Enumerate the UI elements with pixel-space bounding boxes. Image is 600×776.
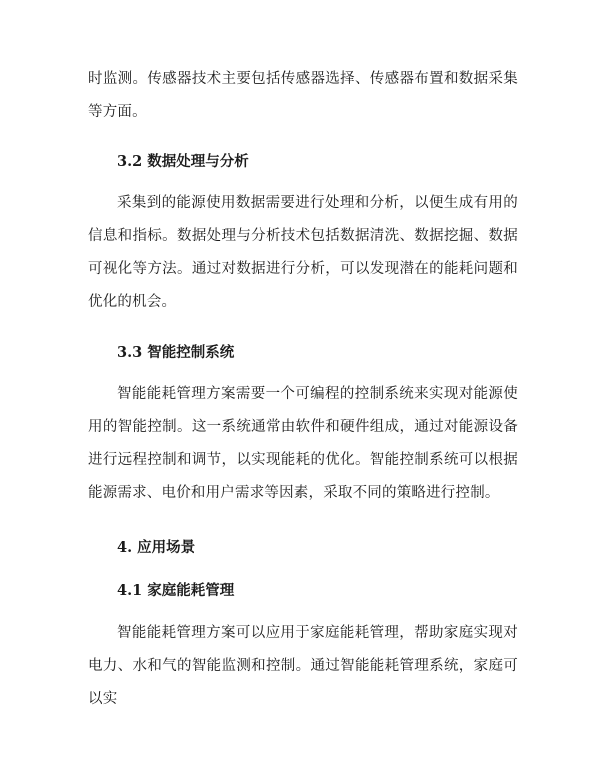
paragraph-home-energy: 智能能耗管理方案可以应用于家庭能耗管理，帮助家庭实现对电力、水和气的智能监测和控制。通过智能能耗管理系统，家庭可以实 (88, 625, 518, 707)
heading-4-application-scenarios: 4. 应用场景 (117, 539, 196, 556)
heading-3-2-data-processing: 3.2 数据处理与分析 (117, 153, 249, 170)
paragraph-smart-control: 智能能耗管理方案需要一个可编程的控制系统来实现对能源使用的智能控制。这一系统通常由软件和硬件组成，通过对能源设备进行远程控制和调节，以实现能耗的优化。智能控制系统可以根据能源需求、电价和用户需求等因素，采取不同的策略进行控制。 (88, 386, 518, 501)
paragraph-sensor-continuation: 时监测。传感器技术主要包括传感器选择、传感器布置和数据采集等方面。 (88, 71, 518, 120)
heading-3-3-smart-control: 3.3 智能控制系统 (117, 344, 235, 361)
paragraph-data-processing: 采集到的能源使用数据需要进行处理和分析，以便生成有用的信息和指标。数据处理与分析技术包括数据清洗、数据挖掘、数据可视化等方法。通过对数据进行分析，可以发现潜在的能耗问题和优化的机会。 (88, 195, 518, 310)
heading-4-1-home-energy: 4.1 家庭能耗管理 (117, 582, 235, 599)
